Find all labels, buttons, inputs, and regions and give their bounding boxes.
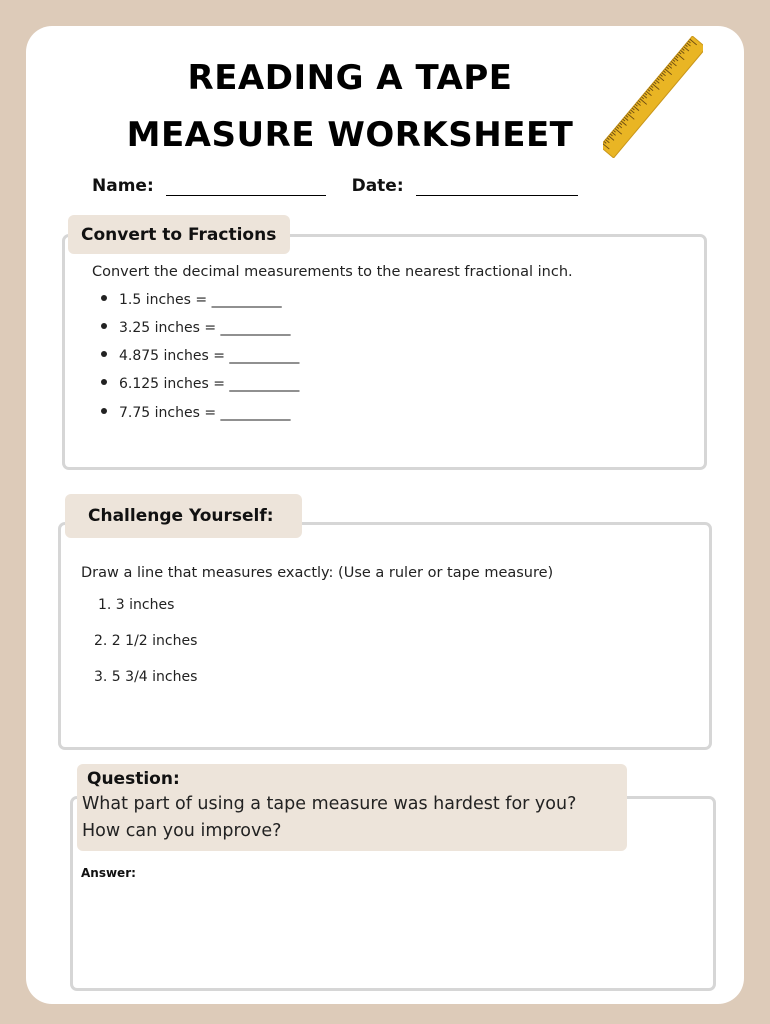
question-line-2: How can you improve? bbox=[82, 821, 282, 841]
list-item: 1.5 inches = __________ bbox=[101, 292, 282, 308]
challenge-instructions: Draw a line that measures exactly: (Use a ruler or tape measure) bbox=[81, 565, 554, 581]
question-heading: Question: bbox=[87, 769, 180, 789]
bullet-icon bbox=[101, 351, 107, 357]
name-label: Name: bbox=[92, 176, 154, 196]
name-date-row bbox=[92, 176, 578, 196]
question-line-1: What part of using a tape measure was hardest for you? bbox=[82, 794, 577, 814]
bullet-icon bbox=[101, 379, 107, 385]
bullet-icon bbox=[101, 295, 107, 301]
ruler-icon bbox=[603, 36, 703, 158]
name-field[interactable] bbox=[166, 177, 326, 196]
question-card bbox=[77, 764, 627, 851]
list-item: 6.125 inches = __________ bbox=[101, 376, 299, 392]
list-item: 4.875 inches = __________ bbox=[101, 348, 299, 364]
title-line-1: READING A TAPE bbox=[187, 58, 513, 98]
title-line-2: MEASURE WORKSHEET bbox=[126, 115, 574, 155]
list-item: 2. 2 1/2 inches bbox=[94, 633, 198, 649]
list-item: 7.75 inches = __________ bbox=[101, 405, 291, 421]
bullet-icon bbox=[101, 323, 107, 329]
list-item: 1. 3 inches bbox=[98, 597, 175, 613]
answer-label: Answer: bbox=[81, 866, 136, 880]
bullet-icon bbox=[101, 408, 107, 414]
date-label: Date: bbox=[351, 176, 404, 196]
list-item: 3. 5 3/4 inches bbox=[94, 669, 198, 685]
challenge-heading: Challenge Yourself: bbox=[65, 494, 302, 538]
convert-instructions: Convert the decimal measurements to the nearest fractional inch. bbox=[92, 264, 573, 280]
answer-area[interactable] bbox=[78, 886, 702, 978]
convert-heading: Convert to Fractions bbox=[68, 215, 290, 254]
date-field[interactable] bbox=[416, 177, 578, 196]
list-item: 3.25 inches = __________ bbox=[101, 320, 291, 336]
